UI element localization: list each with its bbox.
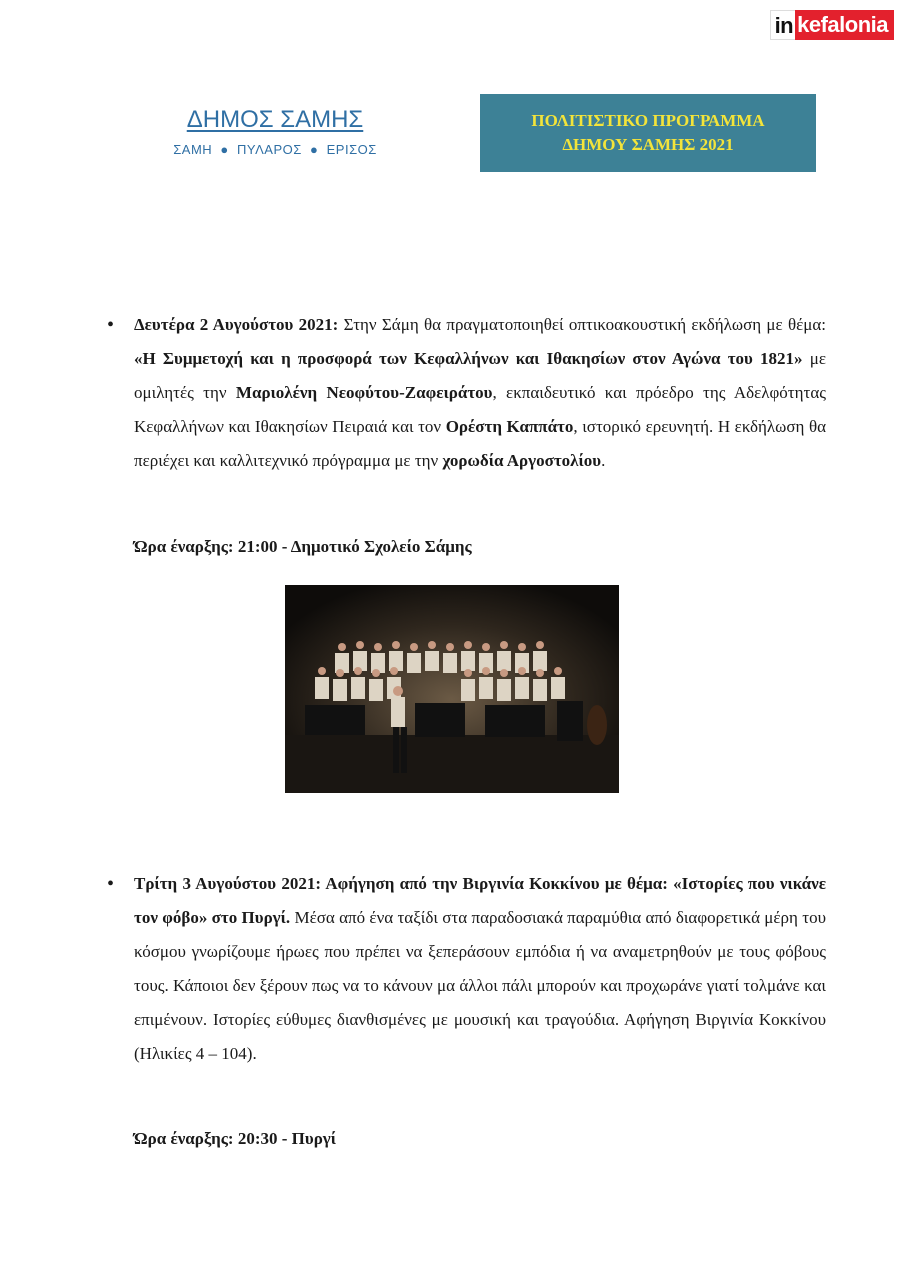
event-2-start-time: Ώρα έναρξης: 20:30 - Πυργί — [134, 1129, 337, 1148]
municipality-name: ΔΗΜΟΣ ΣΑΜΗΣ — [186, 106, 364, 133]
municipality-header — [150, 106, 400, 157]
event-1-description — [134, 308, 826, 478]
municipality-towns — [150, 142, 400, 157]
event-2-description — [134, 867, 826, 1071]
choir-photo — [285, 585, 619, 793]
event-2-body: Μέσα από ένα ταξίδι στα παραδοσιακά παραμύθια από διαφορετικά μέρη του κόσμου γνωρίζουμε ήρωες που πρέπει να ξεπεράσουν εμπόδια ή να αναμετρηθούν με τους φόβους τους. Κάποιοι δεν ξέρουν πως να το κάνουν μα άλλοι πάλι μπορούν και προχωράνε γιατί τολμάνε και επιμένουν. Ιστορίες εύθυμες διανθισμένες με μουσική και τραγούδια. Αφήγηση Βιργινία Κοκκίνου (Ηλικίες 4 – 104). — [134, 908, 826, 1063]
dot-separator-icon: ● — [216, 142, 233, 157]
program-banner — [480, 94, 816, 172]
bullet-icon: • — [107, 314, 115, 336]
bullet-icon: • — [107, 873, 115, 895]
event-1-start-time: Ώρα έναρξης: 21:00 - Δημοτικό Σχολείο Σάμης — [134, 537, 472, 556]
logo-in-text: in — [770, 10, 796, 40]
event-1-text: . — [601, 451, 606, 470]
event-1-theme: «Η Συμμετοχή και η προσφορά των Κεφαλλήνων και Ιθακησίων στον Αγώνα του 1821» — [134, 349, 803, 368]
event-1-speaker-2: Ορέστη Καππάτο — [445, 417, 574, 436]
event-1-date: Δευτέρα 2 Αυγούστου 2021: — [134, 315, 339, 334]
event-1-text: με ομιλητές την — [134, 349, 826, 402]
town-name: ΕΡΙΣΟΣ — [326, 142, 377, 157]
event-2-title: Αφήγηση από την Βιργινία Κοκκίνου με θέμα: «Ιστορίες που νικάνε τον φόβο» στο Πυργί. — [134, 874, 826, 927]
site-logo[interactable] — [770, 10, 894, 40]
dot-separator-icon: ● — [305, 142, 323, 157]
event-1-text: , εκπαιδευτικό και πρόεδρο της Αδελφότητας Κεφαλλήνων και Ιθακησίων Πειραιά και τον — [134, 383, 826, 436]
event-1-text: , ιστορικό ερευνητή. Η εκδήλωση θα περιέχει και καλλιτεχνικό πρόγραμμα με την — [134, 417, 826, 470]
logo-kefalonia-text: kefalonia — [795, 10, 894, 40]
town-name: ΣΑΜΗ — [173, 142, 213, 157]
banner-line-2: ΔΗΜΟΥ ΣΑΜΗΣ 2021 — [562, 135, 734, 154]
event-1-speaker-1: Μαριολένη Νεοφύτου-Ζαφειράτου — [235, 383, 493, 402]
event-2-date: Τρίτη 3 Αυγούστου 2021: — [134, 874, 321, 893]
event-1-choir: χορωδία Αργοστολίου — [442, 451, 602, 470]
event-1-text: Στην Σάμη θα πραγματοποιηθεί οπτικοακουστική εκδήλωση με θέμα: — [338, 315, 827, 334]
town-name: ΠΥΛΑΡΟΣ — [237, 142, 302, 157]
banner-line-1: ΠΟΛΙΤΙΣΤΙΚΟ ΠΡΟΓΡΑΜΜΑ — [531, 111, 765, 130]
